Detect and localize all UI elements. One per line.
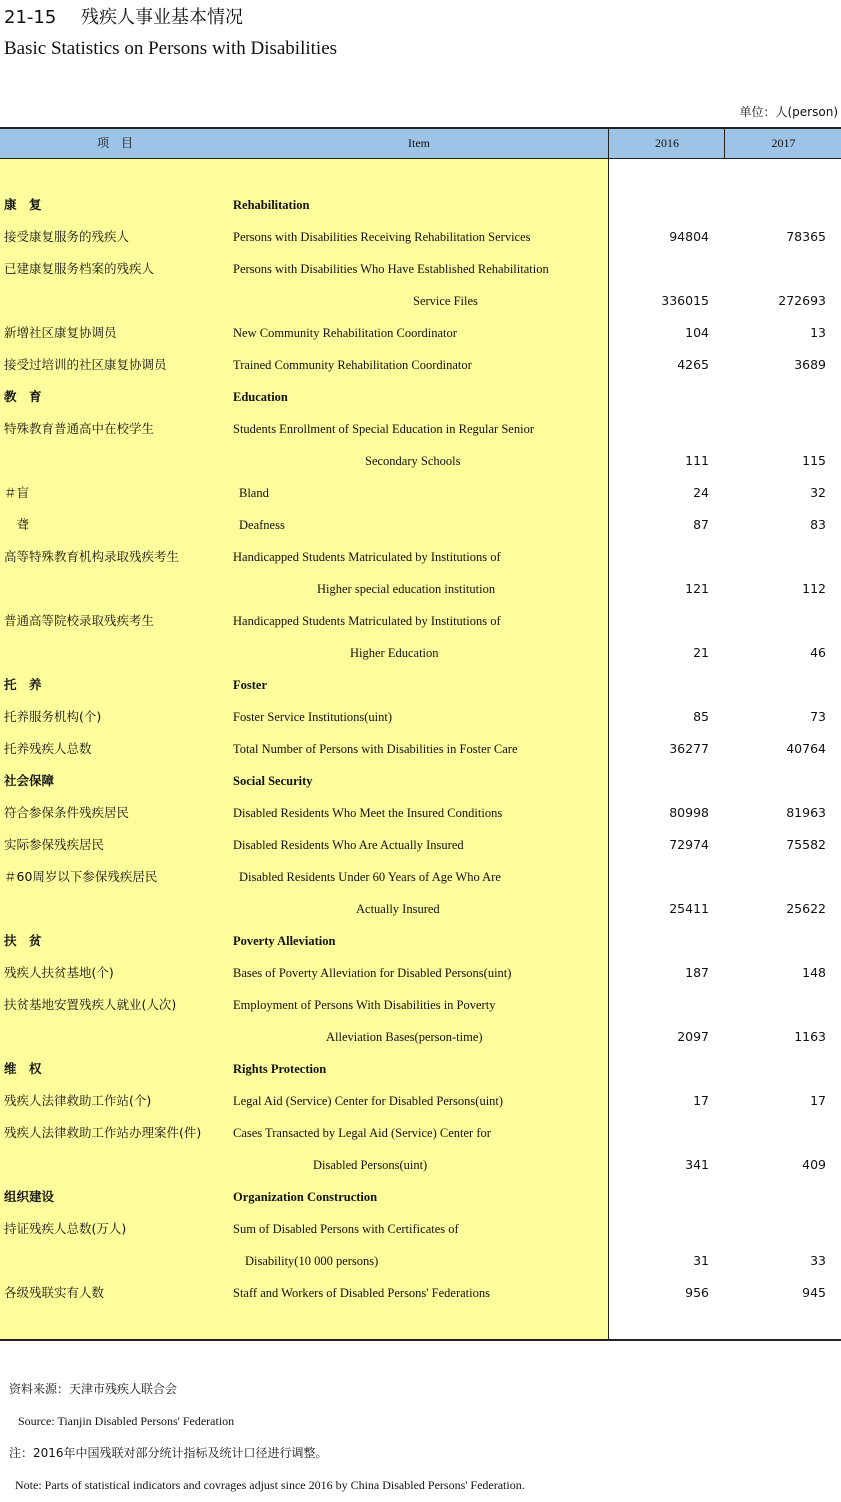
value-2017-cell: 409 [802,1157,826,1172]
table-row [0,413,841,445]
value-2017-cell: 25622 [786,901,826,916]
table-number: 21-15 [4,7,57,28]
value-2017-cell: 73 [810,709,826,724]
section-row [0,669,841,701]
table-row [0,957,841,989]
item-cn-cell: 社会保障 [4,773,55,788]
item-cn-cell: 托 养 [4,677,42,692]
table-row [0,893,841,925]
item-en-cell: Disabled Residents Who Are Actually Insured [233,838,464,852]
item-en-cell: Social Security [233,774,313,788]
table-row [0,253,841,285]
item-cn-cell: 已建康复服务档案的残疾人 [4,261,155,276]
item-en-cell: Disabled Residents Under 60 Years of Age Who Are [239,870,501,884]
table-row [0,1085,841,1117]
value-2017-cell: 81963 [786,805,826,820]
item-en-cell: Disabled Persons(uint) [313,1158,428,1172]
item-en-cell: Poverty Alleviation [233,934,336,948]
header-2016: 2016 [608,129,725,158]
value-2016-cell: 94804 [669,229,709,244]
item-en-cell: Persons with Disabilities Receiving Rehabilitation Services [233,230,531,244]
value-2017-cell: 115 [802,453,826,468]
value-2016-cell: 2097 [677,1029,709,1044]
value-2016-cell: 24 [693,485,709,500]
table-row [0,637,841,669]
value-2017-cell: 945 [802,1285,826,1300]
item-cn-cell: 特殊教育普通高中在校学生 [4,421,155,436]
item-en-cell: Students Enrollment of Special Education in Regular Senior [233,422,534,436]
table-body [0,189,841,1309]
unit-label: 单位：人(person) [739,105,838,119]
item-en-cell: New Community Rehabilitation Coordinator [233,326,457,340]
item-cn-cell: ＃盲 [4,485,30,500]
item-cn-cell: 组织建设 [4,1189,55,1204]
source-en: Source: Tianjin Disabled Persons' Federation [18,1414,235,1428]
item-en-cell: Rehabilitation [233,198,310,212]
value-2017-cell: 83 [810,517,826,532]
value-2016-cell: 36277 [669,741,709,756]
item-cn-cell: 残疾人法律救助工作站(个) [4,1093,152,1108]
item-en-cell: Handicapped Students Matriculated by Institutions of [233,614,501,628]
item-cn-cell: 实际参保残疾居民 [4,837,105,852]
value-2017-cell: 272693 [778,293,826,308]
table-row [0,701,841,733]
item-cn-cell: 普通高等院校录取残疾考生 [4,613,155,628]
item-cn-cell: 托养残疾人总数 [4,741,92,756]
item-cn-cell: 聋 [4,517,30,532]
item-en-cell: Total Number of Persons with Disabilities in Foster Care [233,742,518,756]
item-cn-cell: 残疾人法律救助工作站办理案件(件) [4,1125,202,1140]
value-2017-cell: 1163 [794,1029,826,1044]
item-cn-cell: 维 权 [4,1061,42,1076]
item-cn-cell: 教 育 [4,389,42,404]
item-en-cell: Bases of Poverty Alleviation for Disabled Persons(uint) [233,966,512,980]
header-item-en: Item [408,136,430,150]
value-2016-cell: 104 [685,325,709,340]
table-row [0,1021,841,1053]
item-en-cell: Service Files [413,294,478,308]
item-en-cell: Foster Service Institutions(uint) [233,710,393,724]
item-en-cell: Deafness [239,518,285,532]
table-title-en: Basic Statistics on Persons with Disabilities [4,38,338,59]
item-en-cell: Sum of Disabled Persons with Certificates of [233,1222,459,1236]
value-2017-cell: 148 [802,965,826,980]
table-bottom-rule [0,1339,841,1341]
item-en-cell: Education [233,390,288,404]
item-en-cell: Bland [239,486,269,500]
item-en-cell: Secondary Schools [365,454,461,468]
table-row [0,445,841,477]
value-2017-cell: 75582 [786,837,826,852]
item-en-cell: Foster [233,678,268,692]
value-2016-cell: 72974 [669,837,709,852]
section-row [0,381,841,413]
item-cn-cell: 符合参保条件残疾居民 [4,805,130,820]
value-2016-cell: 956 [685,1285,709,1300]
note-cn: 注：2016年中国残联对部分统计指标及统计口径进行调整。 [9,1446,328,1460]
item-en-cell: Rights Protection [233,1062,327,1076]
table-row [0,573,841,605]
value-2016-cell: 17 [693,1093,709,1108]
table-row [0,221,841,253]
table-row [0,605,841,637]
table-row [0,541,841,573]
table-row [0,317,841,349]
section-row [0,189,841,221]
table-row [0,1245,841,1277]
item-cn-cell: 持证残疾人总数(万人) [4,1221,127,1236]
table-row [0,1213,841,1245]
value-2016-cell: 111 [685,453,709,468]
item-en-cell: Disability(10 000 persons) [245,1254,379,1268]
item-cn-cell: 接受康复服务的残疾人 [4,229,130,244]
value-2016-cell: 85 [693,709,709,724]
table-title-cn-text: 残疾人事业基本情况 [81,7,243,28]
item-cn-cell: 托养服务机构(个) [4,709,102,724]
value-2017-cell: 46 [810,645,826,660]
table-row [0,477,841,509]
item-en-cell: Higher Education [350,646,439,660]
value-2017-cell: 112 [802,581,826,596]
item-en-cell: Staff and Workers of Disabled Persons' Federations [233,1286,490,1300]
table-row [0,861,841,893]
item-en-cell: Persons with Disabilities Who Have Established Rehabilitation [233,262,549,276]
value-2016-cell: 187 [685,965,709,980]
header-2017: 2017 [724,129,841,158]
item-en-cell: Disabled Residents Who Meet the Insured Conditions [233,806,503,820]
table-row [0,797,841,829]
item-cn-cell: 接受过培训的社区康复协调员 [4,357,167,372]
item-cn-cell: 康 复 [4,197,42,212]
table-row [0,349,841,381]
value-2017-cell: 78365 [786,229,826,244]
item-cn-cell: ＃60周岁以下参保残疾居民 [4,869,158,884]
item-en-cell: Cases Transacted by Legal Aid (Service) Center for [233,1126,491,1140]
table-row [0,1277,841,1309]
value-2016-cell: 80998 [669,805,709,820]
value-2016-cell: 25411 [669,901,709,916]
value-2016-cell: 4265 [677,357,709,372]
value-2016-cell: 341 [685,1157,709,1172]
item-cn-cell: 各级残联实有人数 [4,1285,105,1300]
value-2016-cell: 87 [693,517,709,532]
item-en-cell: Higher special education institution [317,582,496,596]
value-2016-cell: 121 [685,581,709,596]
item-en-cell: Legal Aid (Service) Center for Disabled Persons(uint) [233,1094,504,1108]
value-2017-cell: 13 [810,325,826,340]
item-cn-cell: 高等特殊教育机构录取残疾考生 [4,549,180,564]
section-row [0,1181,841,1213]
table-row [0,829,841,861]
source-cn: 资料来源：天津市残疾人联合会 [9,1382,178,1396]
item-cn-cell: 扶 贫 [4,933,42,948]
section-row [0,765,841,797]
table-title-cn [4,5,243,31]
table-row [0,509,841,541]
item-cn-cell: 残疾人扶贫基地(个) [4,965,114,980]
item-cn-cell: 新增社区康复协调员 [4,325,117,340]
table-row [0,733,841,765]
item-en-cell: Trained Community Rehabilitation Coordinator [233,358,472,372]
table-row [0,1117,841,1149]
section-row [0,925,841,957]
value-2017-cell: 33 [810,1253,826,1268]
value-2017-cell: 3689 [794,357,826,372]
table-row [0,285,841,317]
item-en-cell: Actually Insured [356,902,440,916]
table-row [0,989,841,1021]
section-row [0,1053,841,1085]
item-en-cell: Handicapped Students Matriculated by Institutions of [233,550,501,564]
table-header [0,127,841,159]
value-2016-cell: 31 [693,1253,709,1268]
item-cn-cell: 扶贫基地安置残疾人就业(人次) [4,997,177,1012]
item-en-cell: Organization Construction [233,1190,378,1204]
item-en-cell: Employment of Persons With Disabilities in Poverty [233,998,496,1012]
value-2016-cell: 336015 [661,293,709,308]
value-2017-cell: 32 [810,485,826,500]
item-en-cell: Alleviation Bases(person-time) [326,1030,483,1044]
table-row [0,1149,841,1181]
header-item-cn: 项 目 [96,136,133,150]
value-2017-cell: 17 [810,1093,826,1108]
value-2017-cell: 40764 [786,741,826,756]
value-2016-cell: 21 [693,645,709,660]
note-en: Note: Parts of statistical indicators and covrages adjust since 2016 by China Disabled Persons' Federation. [15,1478,525,1492]
